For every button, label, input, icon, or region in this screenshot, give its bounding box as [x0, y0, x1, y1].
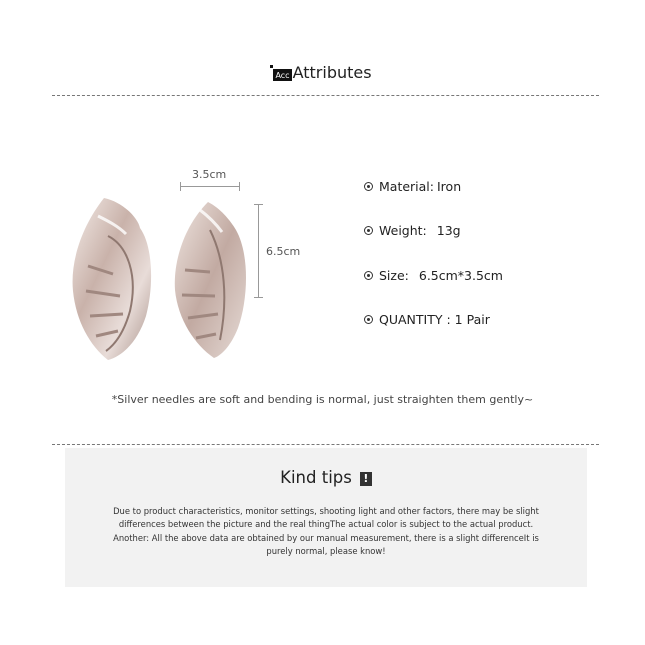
kind-tips-panel — [65, 448, 587, 587]
kind-tips-title: Kind tips — [280, 468, 352, 487]
left-earring-image — [68, 196, 160, 362]
spec-value: Iron — [437, 178, 462, 194]
spec-quantity — [364, 310, 503, 330]
bottom-divider — [52, 444, 599, 445]
spec-weight — [364, 221, 503, 241]
spec-list — [364, 176, 503, 354]
bullet-icon — [364, 182, 373, 191]
tips-line: differences between the picture and the real thingThe actual color is subject to the actual product. — [118, 519, 534, 530]
width-label: 3.5cm — [192, 168, 227, 181]
exclamation-icon: ! — [360, 472, 372, 486]
care-note: *Silver needles are soft and bending is normal, just straighten them gently~ — [111, 393, 534, 406]
right-earring-image — [170, 200, 252, 360]
top-divider — [52, 95, 599, 96]
spec-value: 1 Pair — [454, 312, 490, 327]
spec-label: QUANTITY : — [379, 312, 451, 327]
tips-line: Due to product characteristics, monitor settings, shooting light and other factors, there may be slight — [113, 506, 539, 516]
spec-label: Size: — [379, 267, 409, 283]
spec-value: 6.5cm*3.5cm — [418, 267, 503, 283]
bullet-icon — [364, 271, 373, 280]
section-header — [0, 62, 645, 84]
height-label: 6.5cm — [266, 245, 301, 258]
kind-tips-text — [85, 505, 567, 559]
tips-line: purely normal, please know! — [266, 546, 386, 557]
bullet-icon — [364, 315, 373, 324]
spec-label: Material: — [379, 178, 434, 194]
kind-tips-heading — [65, 468, 587, 487]
spec-size — [364, 265, 503, 285]
spec-value: 13g — [436, 223, 461, 238]
height-dimension-line — [258, 204, 259, 298]
bullet-icon — [364, 226, 373, 235]
tips-line: Another: All the above data are obtained by our manual measurement, there is a slight differenceIt is — [113, 532, 539, 543]
spec-material — [364, 176, 503, 196]
section-title: Attributes — [292, 63, 372, 82]
brand-logo: Acc — [275, 71, 290, 80]
product-image — [60, 160, 320, 380]
spec-label: Weight: — [379, 223, 427, 238]
width-dimension-line — [180, 186, 240, 187]
